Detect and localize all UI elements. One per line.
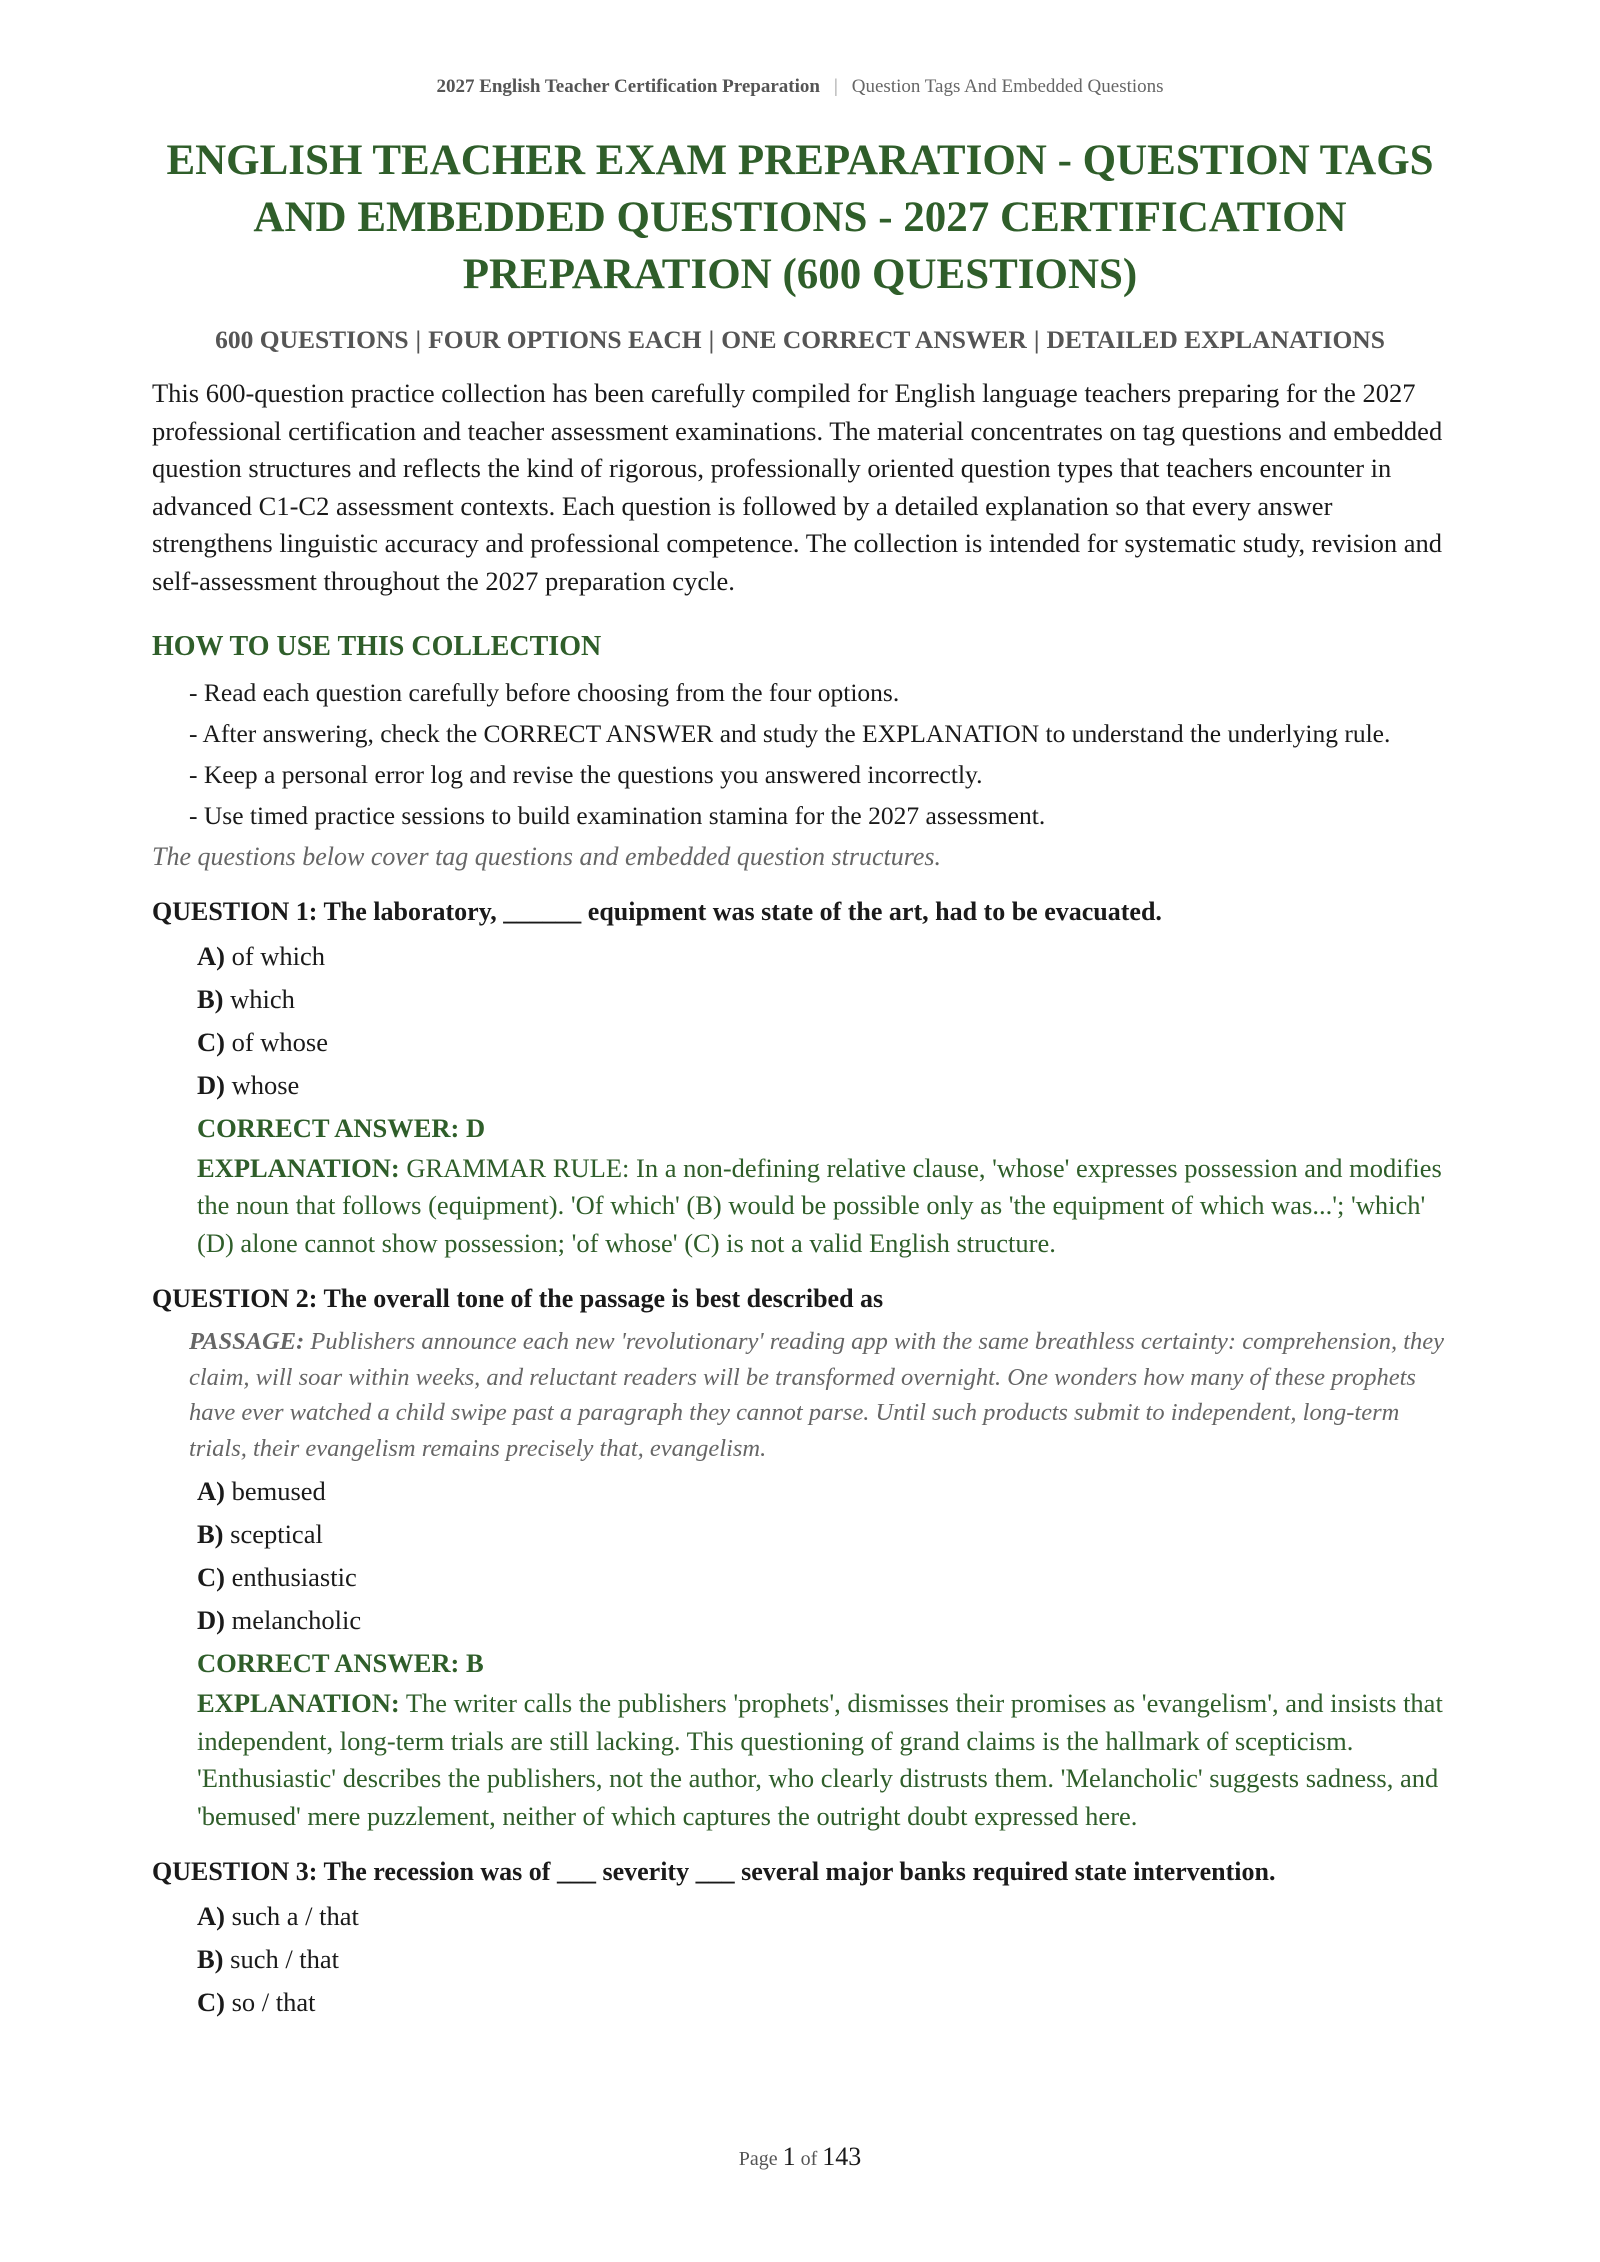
option-letter: D) bbox=[197, 1605, 225, 1635]
meta-item: ONE CORRECT ANSWER bbox=[721, 325, 1027, 354]
option-text: enthusiastic bbox=[231, 1562, 357, 1592]
option-c bbox=[197, 1021, 1448, 1064]
how-to-item: - After answering, check the CORRECT ANSWER and study the EXPLANATION to understand the underlying rule. bbox=[189, 718, 1391, 748]
intro-paragraph: This 600-question practice collection has been carefully compiled for English language teachers preparing for the 2027 professional certification and teacher assessment examinations. The material concentrates on tag questions and embedded question structures and reflects the kind of rigorous, professionally oriented question types that teachers encounter in advanced C1-C2 assessment contexts. Each question is followed by a detailed explanation so that every answer strengthens linguistic accuracy and professional competence. The collection is intended for systematic study, revision and self-assessment throughout the 2027 preparation cycle. bbox=[152, 378, 1443, 596]
passage-text: Publishers announce each new 'revolutionary' reading app with the same breathless certainty: comprehension, they claim, will soar within weeks, and reluctant readers will be transformed overnight. One wonders how many of these prophets have ever watched a child swipe past a paragraph they cannot parse. Until such products submit to independent, long-term trials, their evangelism remains precisely that, evangelism. bbox=[189, 1328, 1445, 1462]
option-list bbox=[152, 1895, 1448, 2024]
question-3 bbox=[152, 1853, 1448, 2024]
meta-item: DETAILED EXPLANATIONS bbox=[1046, 325, 1385, 354]
option-letter: B) bbox=[197, 1944, 224, 1974]
option-c bbox=[197, 1981, 1448, 2024]
explanation-text: GRAMMAR RULE: In a non-defining relative clause, 'whose' expresses possession and modifies the noun that follows (equipment). 'Of which' (B) would be possible only as 'the equipment of which was...'; 'which' (D) alone cannot show possession; 'of whose' (C) is not a valid English structure. bbox=[197, 1152, 1442, 1258]
option-text: such a / that bbox=[231, 1901, 359, 1931]
option-letter: A) bbox=[197, 940, 225, 971]
option-list bbox=[152, 935, 1448, 1107]
meta-item: 600 QUESTIONS bbox=[215, 325, 409, 354]
how-to-item: - Read each question carefully before choosing from the four options. bbox=[189, 677, 900, 707]
option-text: such / that bbox=[230, 1944, 340, 1974]
option-a bbox=[197, 1470, 1448, 1513]
option-d bbox=[197, 1064, 1448, 1107]
question-stem: QUESTION 2: The overall tone of the passage is best described as bbox=[152, 1284, 884, 1313]
option-b bbox=[197, 1513, 1448, 1556]
option-letter: B) bbox=[197, 1519, 224, 1549]
meta-separator: | bbox=[1033, 325, 1040, 354]
how-to-list bbox=[152, 675, 1448, 833]
running-header bbox=[0, 76, 1600, 98]
question-stem: QUESTION 3: The recession was of ___ severity ___ several major banks required state intervention. bbox=[152, 1857, 1276, 1886]
option-list bbox=[152, 1470, 1448, 1642]
reading-passage bbox=[189, 1324, 1448, 1466]
option-letter: C) bbox=[197, 1987, 225, 2017]
page-footer bbox=[0, 2142, 1600, 2172]
option-c bbox=[197, 1556, 1448, 1599]
option-letter: C) bbox=[197, 1562, 225, 1592]
option-text: which bbox=[230, 983, 295, 1014]
option-text: whose bbox=[231, 1069, 300, 1100]
option-text: of whose bbox=[231, 1026, 329, 1057]
explanation-label: EXPLANATION: bbox=[197, 1152, 400, 1183]
correct-answer: CORRECT ANSWER: D bbox=[197, 1112, 486, 1143]
option-letter: D) bbox=[197, 1069, 225, 1100]
option-text: sceptical bbox=[230, 1519, 323, 1549]
document-meta bbox=[152, 325, 1448, 355]
option-a bbox=[197, 1895, 1448, 1938]
coverage-note: The questions below cover tag questions and embedded question structures. bbox=[152, 841, 942, 871]
correct-answer: CORRECT ANSWER: B bbox=[197, 1648, 484, 1678]
of-label: of bbox=[800, 2148, 818, 2170]
option-text: so / that bbox=[231, 1987, 316, 2017]
question-2 bbox=[152, 1280, 1448, 1835]
page-label: Page bbox=[738, 2148, 778, 2170]
how-to-heading: HOW TO USE THIS COLLECTION bbox=[152, 630, 602, 662]
header-left: 2027 English Teacher Certification Preparation bbox=[436, 76, 820, 97]
question-stem: QUESTION 1: The laboratory, ______ equipment was state of the art, had to be evacuated. bbox=[152, 896, 1162, 926]
option-letter: B) bbox=[197, 983, 224, 1014]
question-1 bbox=[152, 893, 1448, 1263]
option-text: of which bbox=[231, 940, 326, 971]
document-title: ENGLISH TEACHER EXAM PREPARATION - QUESTION TAGS AND EMBEDDED QUESTIONS - 2027 CERTIFICATION PREPARATION (600 QUESTIONS) bbox=[166, 137, 1434, 298]
option-b bbox=[197, 1938, 1448, 1981]
how-to-item: - Keep a personal error log and revise the questions you answered incorrectly. bbox=[189, 759, 983, 789]
option-a bbox=[197, 935, 1448, 978]
meta-separator: | bbox=[708, 325, 715, 354]
explanation-label: EXPLANATION: bbox=[197, 1688, 400, 1718]
explanation-text: The writer calls the publishers 'prophets', dismisses their promises as 'evangelism', and insists that independent, long-term trials are still lacking. This questioning of grand claims is the hallmark of scepticism. 'Enthusiastic' describes the publishers, not the author, who clearly distrusts them. 'Melancholic' suggests sadness, and 'bemused' mere puzzlement, neither of which captures the outright doubt expressed here. bbox=[197, 1688, 1443, 1831]
page-number: 1 bbox=[782, 2142, 796, 2171]
explanation bbox=[197, 1685, 1448, 1835]
option-text: bemused bbox=[231, 1476, 326, 1506]
page-total: 143 bbox=[822, 2142, 862, 2171]
meta-separator: | bbox=[415, 325, 422, 354]
option-text: melancholic bbox=[231, 1605, 362, 1635]
how-to-item: - Use timed practice sessions to build examination stamina for the 2027 assessment. bbox=[189, 800, 1046, 830]
option-letter: A) bbox=[197, 1476, 225, 1506]
passage-label: PASSAGE: bbox=[189, 1328, 305, 1355]
header-separator: | bbox=[833, 76, 838, 97]
meta-item: FOUR OPTIONS EACH bbox=[428, 325, 702, 354]
option-letter: A) bbox=[197, 1901, 225, 1931]
explanation bbox=[197, 1150, 1448, 1263]
option-letter: C) bbox=[197, 1026, 225, 1057]
option-d bbox=[197, 1599, 1448, 1642]
option-b bbox=[197, 978, 1448, 1021]
header-right: Question Tags And Embedded Questions bbox=[851, 76, 1164, 97]
